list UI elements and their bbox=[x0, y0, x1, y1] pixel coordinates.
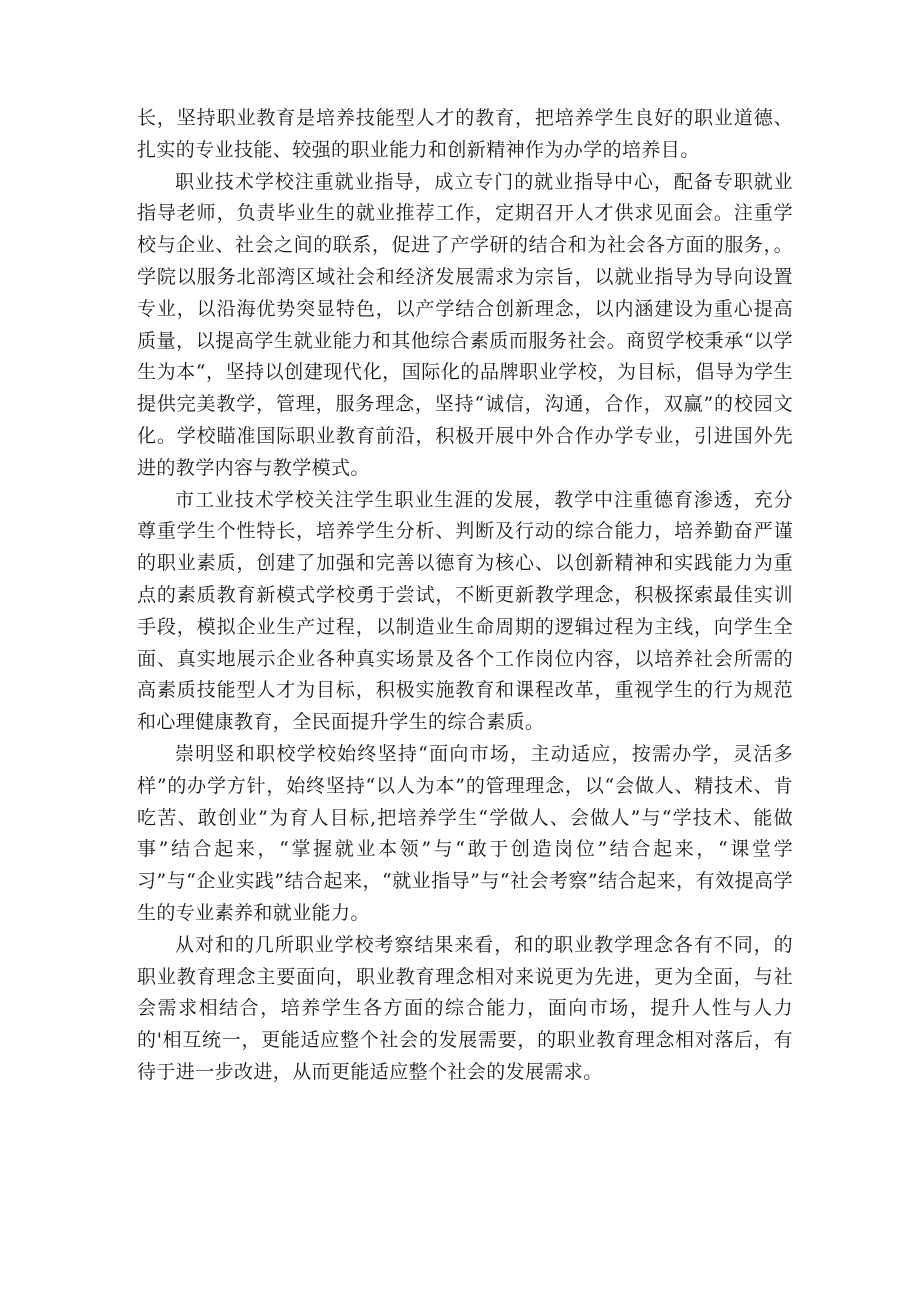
paragraph-3: 市工业技术学校关注学生职业生涯的发展，教学中注重德育渗透，充分尊重学生个性特长，培养学生分析、判断及行动的综合能力，培养勤奋严谨的职业素质，创建了加强和完善以德育为核心、以创新精神和实践能力为重点的素质教育新模式学校勇于尝试，不断更新教学理念，积极探索最佳实训手段，模拟企业生产过程，以制造业生命周期的逻辑过程为主线，向学生全面、真实地展示企业各种真实场景及各个工作岗位内容，以培养社会所需的高素质技能型人才为目标，积极实施教育和课程改革，重视学生的行为规范和心理健康教育，全民面提升学生的综合素质。 bbox=[137, 488, 793, 734]
paragraph-1: 长，坚持职业教育是培养技能型人才的教育，把培养学生良好的职业道德、扎实的专业技能、较强的职业能力和创新精神作为办学的培养目。 bbox=[137, 107, 793, 161]
paragraph-5: 从对和的几所职业学校考察结果来看，和的职业教学理念各有不同，的职业教育理念主要面向，职业教育理念相对来说更为先进，更为全面，与社会需求相结合，培养学生各方面的综合能力，面向市场，提升人性与人力的'相互统一，更能适应整个社会的发展需要，的职业教育理念相对落后，有待于进一步改进，从而更能适应整个社会的发展需求。 bbox=[137, 933, 793, 1083]
paragraph-4: 崇明竖和职校学校始终坚持“面向市场，主动适应，按需办学，灵活多样”的办学方针，始终坚持“以人为本”的管理理念，以“会做人、精技术、肯吃苦、敢创业”为育人目标,把培养学生“学做人、会做人”与“学技术、能做事”结合起来，“掌握就业本领”与“敢于创造岗位”结合起来，“课堂学习”与“企业实践”结合起来，“就业指导”与“社会考察”结合起来，有效提高学生的专业素养和就业能力。 bbox=[137, 742, 793, 924]
paragraph-2: 职业技术学校注重就业指导，成立专门的就业指导中心，配备专职就业指导老师，负责毕业生的就业推荐工作，定期召开人才供求见面会。注重学校与企业、社会之间的联系，促进了产学研的结合和为社会各方面的服务，。学院以服务北部湾区域社会和经济发展需求为宗旨，以就业指导为导向设置专业，以沿海优势突显特色，以产学结合创新理念，以内涵建设为重心提高质量，以提高学生就业能力和其他综合素质而服务社会。商贸学校秉承“以学生为本“，坚持以创建现代化，国际化的品牌职业学校，为目标，倡导为学生提供完美教学，管理，服务理念，坚持“诚信，沟通，合作，双赢”的校园文化。学校瞄准国际职业教育前沿，积极开展中外合作办学专业，引进国外先进的教学内容与教学模式。 bbox=[137, 170, 793, 479]
document-body bbox=[137, 103, 793, 1089]
